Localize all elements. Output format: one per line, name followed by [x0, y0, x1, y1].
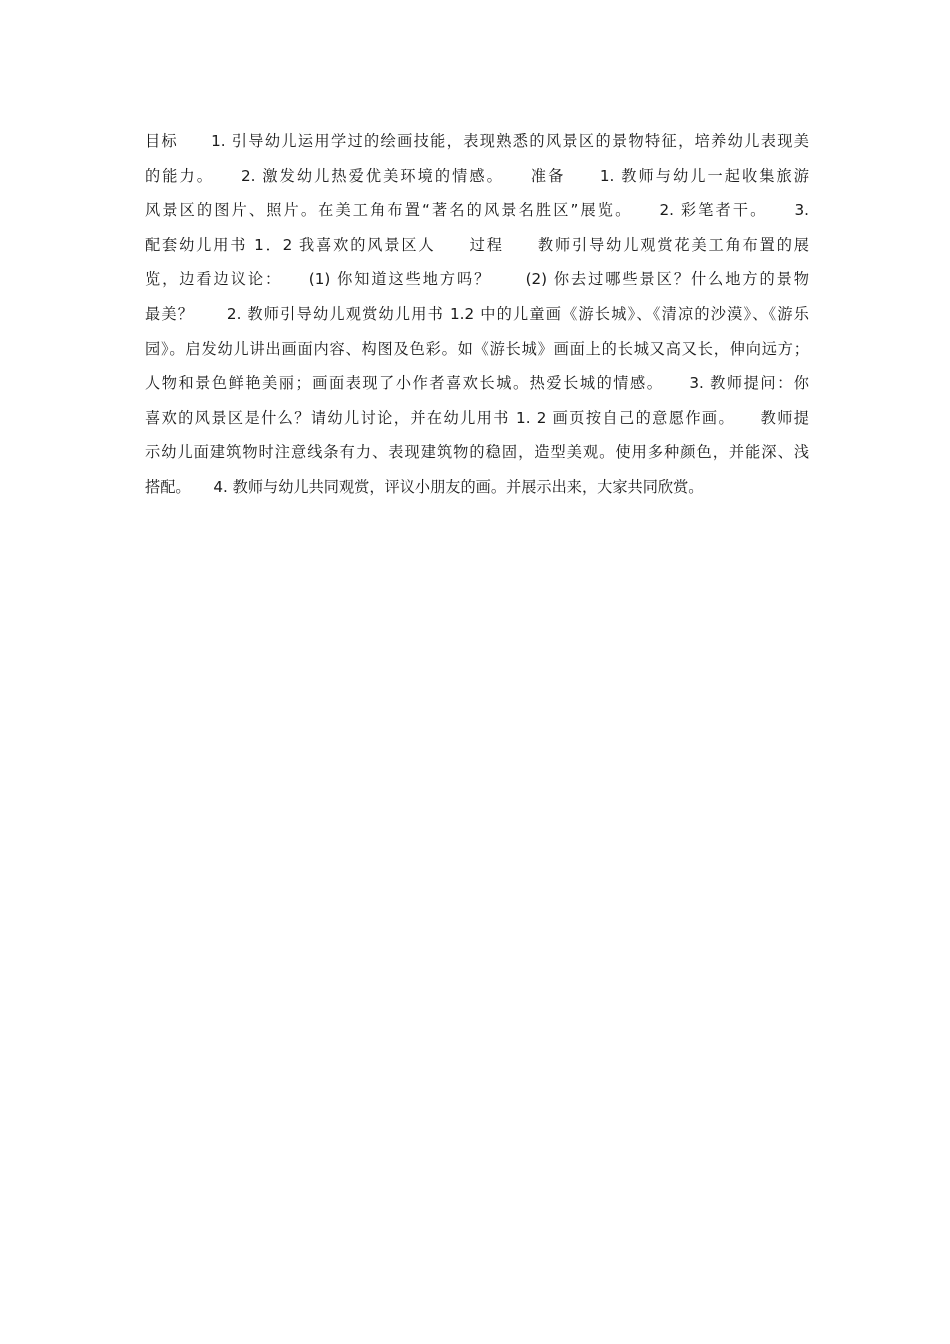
paragraph-line: 园》。启发幼儿讲出画面内容、构图及色彩。如《游长城》画面上的长城又高又长，伸向远方；: [145, 339, 809, 358]
paragraph-line: 风景区的图片、照片。在美工角布置“著名的风景名胜区”展览。 2. 彩笔者干。 3.: [145, 201, 809, 220]
paragraph-line: 喜欢的风景区是什么？请幼儿讨论，并在幼儿用书 1. 2 画页按自己的意愿作画。 教师提: [145, 408, 809, 427]
paragraph-line: 的能力。 2. 激发幼儿热爱优美环境的情感。 准备 1. 教师与幼儿一起收集旅游: [145, 166, 809, 185]
paragraph-line: 目标 1. 引导幼儿运用学过的绘画技能，表现熟悉的风景区的景物特征，培养幼儿表现美: [145, 132, 809, 150]
paragraph-line: 搭配。 4. 教师与幼儿共同观赏，评议小朋友的画。并展示出来，大家共同欣赏。: [145, 477, 704, 496]
paragraph-line: 配套幼儿用书 1．2 我喜欢的风景区人 过程 教师引导幼儿观赏花美工角布置的展: [145, 235, 809, 254]
paragraph-line: 最美？ 2. 教师引导幼儿观赏幼儿用书 1.2 中的儿童画《游长城》、《清凉的沙漠》、《游乐: [145, 304, 809, 323]
paragraph-line: 示幼儿面建筑物时注意线条有力、表现建筑物的稳固，造型美观。使用多种颜色，并能深、浅: [145, 443, 809, 462]
paragraph-line: 人物和景色鲜艳美丽；画面表现了小作者喜欢长城。热爱长城的情感。 3. 教师提问：你: [145, 374, 809, 393]
paragraph-line: 览，边看边议论： (1) 你知道这些地方吗？ (2) 你去过哪些景区？什么地方的景物: [145, 270, 809, 289]
lesson-plan-paragraph: [145, 124, 809, 505]
